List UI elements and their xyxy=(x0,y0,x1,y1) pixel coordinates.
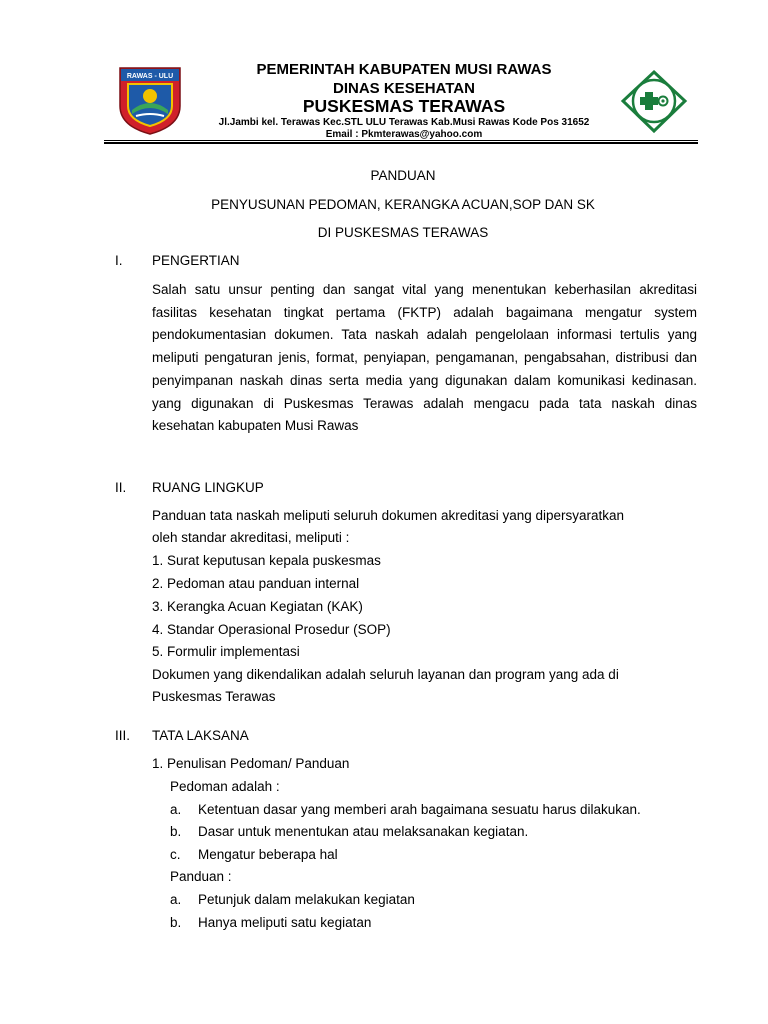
list-item: Mengatur beberapa hal xyxy=(198,847,338,862)
list-item: Dasar untuk menentukan atau melaksanakan kegiatan. xyxy=(198,824,529,839)
panduan-label: Panduan : xyxy=(170,869,232,884)
list-item: Hanya meliputi satu kegiatan xyxy=(198,915,372,930)
section-title-tata-laksana: TATA LAKSANA xyxy=(152,728,249,743)
section-number-1: I. xyxy=(115,253,123,268)
letterhead-divider-thick xyxy=(104,142,698,144)
section-body-pengertian: Salah satu unsur penting dan sangat vital yang menentukan keberhasilan akreditasi fasilitas kesehatan tingkat pertama (FKTP) adalah bagaimana mengatur system pendokumentasian dokumen. Tata naskah adalah pengelolaan informasi tertulis yang meliputi pengaturan jenis, format, penyiapan, pengamanan, pengabsahan, distribusi dan penyimpanan naskah dinas serta media yang digunakan dalam komunikasi kedinasan. yang digunakan di Puskesmas Terawas adalah mengacu pada tata naskah dinas kesehatan kabupaten Musi Rawas xyxy=(152,282,697,434)
puskesmas-logo xyxy=(620,69,688,134)
letterhead-institution: PUSKESMAS TERAWAS xyxy=(302,96,506,116)
ruang-lingkup-outro-line-2: Puskesmas Terawas xyxy=(152,689,276,704)
list-item-letter: c. xyxy=(170,847,181,862)
list-item: 5. Formulir implementasi xyxy=(152,644,300,659)
emblem-banner-text: RAWAS - ULU xyxy=(126,73,174,80)
pedoman-label: Pedoman adalah : xyxy=(170,779,280,794)
list-item-letter: a. xyxy=(170,892,182,907)
doc-title-panduan: PANDUAN xyxy=(370,168,436,183)
list-item: 3. Kerangka Acuan Kegiatan (KAK) xyxy=(152,599,363,614)
section-number-3: III. xyxy=(115,728,131,743)
list-item: 4. Standar Operasional Prosedur (SOP) xyxy=(152,622,391,637)
tata-laksana-item-1: 1. Penulisan Pedoman/ Panduan xyxy=(152,756,350,771)
ruang-lingkup-intro-line-2: oleh standar akreditasi, meliputi : xyxy=(152,530,350,545)
section-title-ruang-lingkup: RUANG LINGKUP xyxy=(152,480,264,495)
letterhead-email: Email : Pkmterawas@yahoo.com xyxy=(325,129,483,140)
letterhead-address: Jl.Jambi kel. Terawas Kec.STL ULU Terawas Kab.Musi Rawas Kode Pos 31652 xyxy=(218,117,590,128)
list-item: 2. Pedoman atau panduan internal xyxy=(152,576,360,591)
letterhead-government: PEMERINTAH KABUPATEN MUSI RAWAS xyxy=(256,61,552,78)
letterhead-divider-thin xyxy=(104,140,698,141)
ruang-lingkup-intro-line-1: Panduan tata naskah meliputi seluruh dokumen akreditasi yang dipersyaratkan xyxy=(152,508,625,523)
musi-rawas-emblem-logo xyxy=(118,66,182,136)
ruang-lingkup-outro-line-1: Dokumen yang dikendalikan adalah seluruh layanan dan program yang ada di xyxy=(152,667,619,682)
doc-title-subject: PENYUSUNAN PEDOMAN, KERANGKA ACUAN,SOP DAN SK xyxy=(211,197,595,212)
list-item-letter: a. xyxy=(170,802,182,817)
list-item: Ketentuan dasar yang memberi arah bagaimana sesuatu harus dilakukan. xyxy=(198,802,641,817)
list-item-letter: b. xyxy=(170,824,182,839)
list-item: 1. Surat keputusan kepala puskesmas xyxy=(152,553,381,568)
list-item: Petunjuk dalam melakukan kegiatan xyxy=(198,892,415,907)
doc-title-location: DI PUSKESMAS TERAWAS xyxy=(317,225,489,240)
letterhead-department: DINAS KESEHATAN xyxy=(333,80,475,97)
list-item-letter: b. xyxy=(170,915,182,930)
section-title-pengertian: PENGERTIAN xyxy=(152,253,240,268)
section-number-2: II. xyxy=(115,480,127,495)
